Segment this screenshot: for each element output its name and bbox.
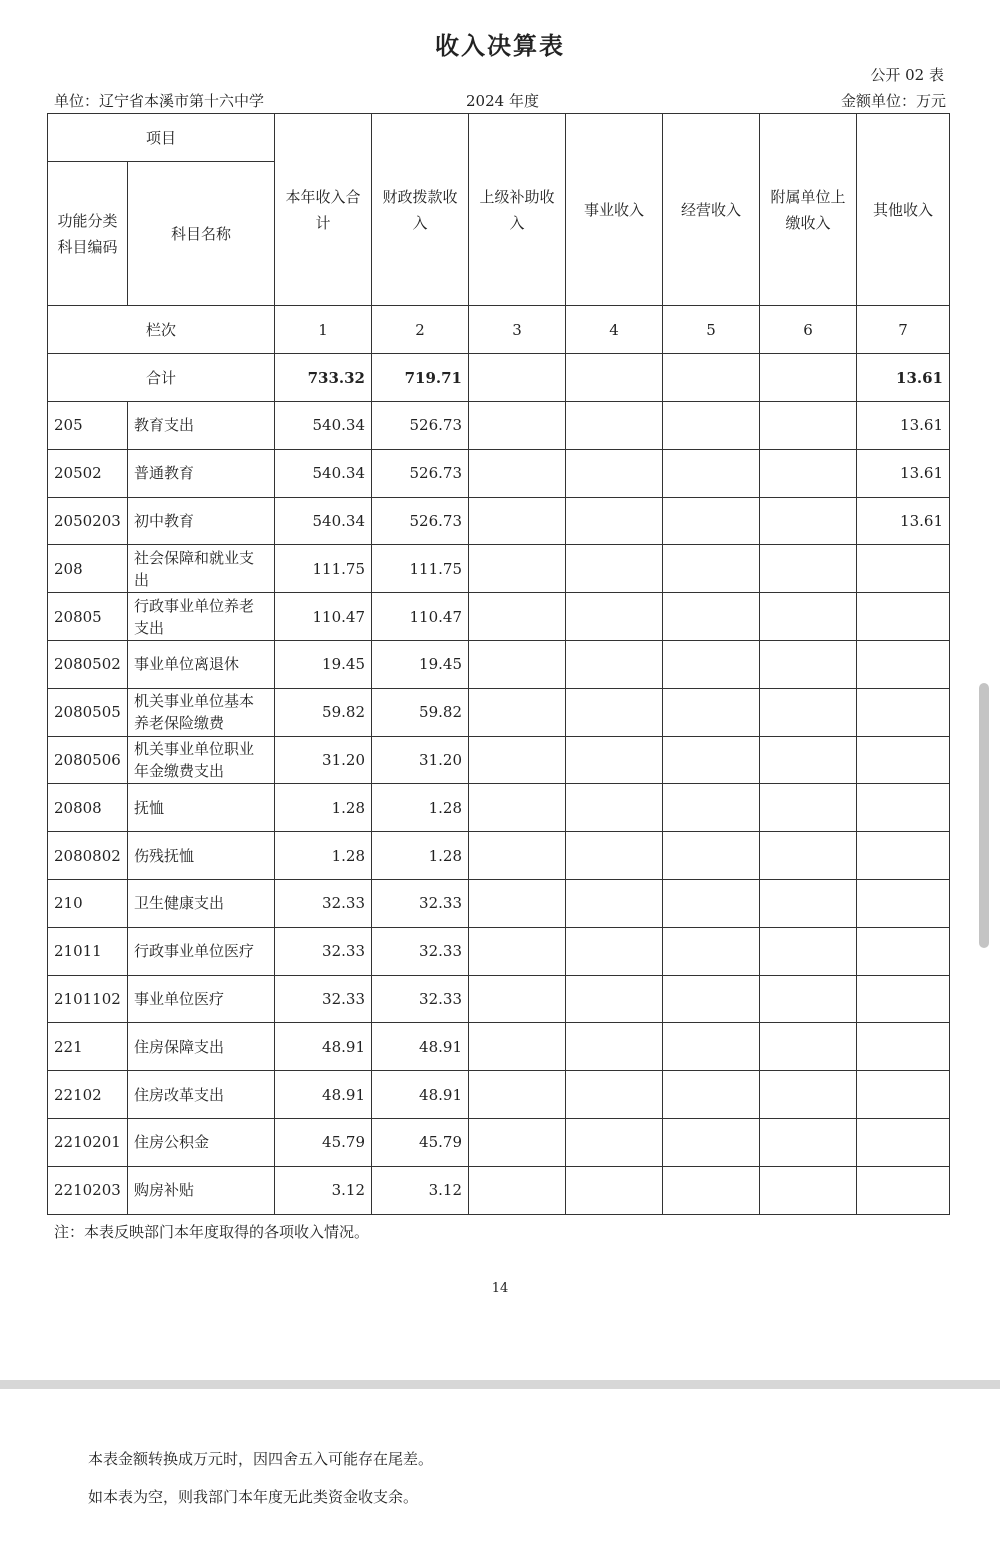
row-value bbox=[760, 736, 857, 784]
row-value bbox=[663, 402, 760, 450]
row-value bbox=[760, 1166, 857, 1214]
row-value bbox=[857, 879, 950, 927]
row-value bbox=[566, 497, 663, 545]
row-name: 事业单位医疗 bbox=[128, 975, 275, 1023]
row-value: 13.61 bbox=[857, 497, 950, 545]
form-number: 公开 02 表 bbox=[870, 66, 944, 84]
row-value: 110.47 bbox=[372, 593, 469, 641]
row-value bbox=[663, 1166, 760, 1214]
row-value bbox=[760, 688, 857, 736]
row-name: 事业单位离退休 bbox=[128, 640, 275, 688]
row-value bbox=[760, 784, 857, 832]
total-value bbox=[663, 354, 760, 402]
row-name: 行政事业单位医疗 bbox=[128, 927, 275, 975]
row-value: 540.34 bbox=[275, 497, 372, 545]
row-value bbox=[469, 545, 566, 593]
row-value bbox=[566, 402, 663, 450]
row-value bbox=[857, 927, 950, 975]
unit-label: 单位：辽宁省本溪市第十六中学 bbox=[54, 92, 265, 110]
row-value bbox=[857, 1071, 950, 1119]
row-code: 221 bbox=[48, 1023, 128, 1071]
income-table bbox=[47, 113, 950, 1215]
row-value bbox=[469, 640, 566, 688]
row-value: 31.20 bbox=[372, 736, 469, 784]
page-divider bbox=[0, 1380, 1000, 1389]
money-unit-label: 金额单位：万元 bbox=[840, 92, 946, 110]
row-value bbox=[760, 545, 857, 593]
table-row bbox=[48, 402, 950, 450]
footnote-rounding: 本表金额转换成万元时，因四舍五入可能存在尾差。 bbox=[88, 1450, 434, 1468]
total-value bbox=[760, 354, 857, 402]
row-value: 48.91 bbox=[275, 1023, 372, 1071]
row-value: 13.61 bbox=[857, 402, 950, 450]
row-value: 48.91 bbox=[372, 1071, 469, 1119]
total-row bbox=[48, 354, 950, 402]
row-value bbox=[566, 688, 663, 736]
row-code: 20808 bbox=[48, 784, 128, 832]
row-value: 111.75 bbox=[275, 545, 372, 593]
row-code: 21011 bbox=[48, 927, 128, 975]
header-row-1 bbox=[48, 114, 950, 162]
row-value: 540.34 bbox=[275, 402, 372, 450]
row-value bbox=[469, 449, 566, 497]
row-value bbox=[566, 832, 663, 880]
row-value bbox=[469, 927, 566, 975]
row-code: 2101102 bbox=[48, 975, 128, 1023]
row-value bbox=[663, 449, 760, 497]
header-col-superior: 上级补助收入 bbox=[469, 114, 566, 306]
row-code: 20805 bbox=[48, 593, 128, 641]
column-number: 6 bbox=[760, 306, 857, 354]
table-row bbox=[48, 688, 950, 736]
row-name: 购房补贴 bbox=[128, 1166, 275, 1214]
row-value: 19.45 bbox=[372, 640, 469, 688]
table-row bbox=[48, 736, 950, 784]
row-value bbox=[469, 593, 566, 641]
row-value bbox=[469, 975, 566, 1023]
column-number-label: 栏次 bbox=[48, 306, 275, 354]
row-name: 普通教育 bbox=[128, 449, 275, 497]
row-name: 住房保障支出 bbox=[128, 1023, 275, 1071]
row-value: 1.28 bbox=[275, 784, 372, 832]
row-code: 2210203 bbox=[48, 1166, 128, 1214]
row-value bbox=[760, 1071, 857, 1119]
row-code: 20502 bbox=[48, 449, 128, 497]
row-value bbox=[566, 975, 663, 1023]
table-row bbox=[48, 1118, 950, 1166]
row-code: 2080502 bbox=[48, 640, 128, 688]
row-value: 45.79 bbox=[275, 1118, 372, 1166]
row-value bbox=[760, 640, 857, 688]
row-value bbox=[760, 497, 857, 545]
row-value bbox=[566, 784, 663, 832]
column-number: 5 bbox=[663, 306, 760, 354]
row-value: 59.82 bbox=[372, 688, 469, 736]
row-value bbox=[857, 784, 950, 832]
row-value bbox=[663, 736, 760, 784]
table-row bbox=[48, 640, 950, 688]
row-value: 32.33 bbox=[275, 927, 372, 975]
row-value: 32.33 bbox=[372, 879, 469, 927]
header-item: 项目 bbox=[48, 114, 275, 162]
scrollbar-thumb[interactable] bbox=[979, 683, 989, 948]
table-row bbox=[48, 1023, 950, 1071]
row-name: 初中教育 bbox=[128, 497, 275, 545]
row-name: 机关事业单位职业年金缴费支出 bbox=[128, 736, 275, 784]
row-value: 1.28 bbox=[372, 784, 469, 832]
row-value bbox=[566, 1071, 663, 1119]
row-name: 教育支出 bbox=[128, 402, 275, 450]
row-code: 2080506 bbox=[48, 736, 128, 784]
total-value: 13.61 bbox=[857, 354, 950, 402]
total-value bbox=[469, 354, 566, 402]
table-row bbox=[48, 545, 950, 593]
row-name: 卫生健康支出 bbox=[128, 879, 275, 927]
header-col-total: 本年收入合计 bbox=[275, 114, 372, 306]
row-value: 48.91 bbox=[275, 1071, 372, 1119]
row-value bbox=[760, 402, 857, 450]
row-name: 住房改革支出 bbox=[128, 1071, 275, 1119]
row-value bbox=[469, 1166, 566, 1214]
row-code: 210 bbox=[48, 879, 128, 927]
row-code: 2050203 bbox=[48, 497, 128, 545]
row-value: 48.91 bbox=[372, 1023, 469, 1071]
row-value bbox=[857, 736, 950, 784]
header-col-business: 事业收入 bbox=[566, 114, 663, 306]
row-value bbox=[857, 545, 950, 593]
row-value: 526.73 bbox=[372, 497, 469, 545]
row-value bbox=[663, 593, 760, 641]
row-value: 526.73 bbox=[372, 402, 469, 450]
row-value: 45.79 bbox=[372, 1118, 469, 1166]
row-value bbox=[760, 593, 857, 641]
row-value bbox=[760, 832, 857, 880]
column-number: 1 bbox=[275, 306, 372, 354]
row-value bbox=[663, 640, 760, 688]
header-col-fiscal: 财政拨款收入 bbox=[372, 114, 469, 306]
table-row bbox=[48, 975, 950, 1023]
page-number: 14 bbox=[491, 1281, 509, 1296]
row-value bbox=[760, 1118, 857, 1166]
column-number: 2 bbox=[372, 306, 469, 354]
row-value: 59.82 bbox=[275, 688, 372, 736]
row-value: 111.75 bbox=[372, 545, 469, 593]
table-row bbox=[48, 449, 950, 497]
row-value bbox=[663, 497, 760, 545]
page-title: 收入决算表 bbox=[435, 32, 565, 60]
row-value: 19.45 bbox=[275, 640, 372, 688]
row-value bbox=[469, 402, 566, 450]
header-name: 科目名称 bbox=[128, 162, 275, 306]
row-value: 3.12 bbox=[372, 1166, 469, 1214]
row-value bbox=[857, 640, 950, 688]
table-row bbox=[48, 1166, 950, 1214]
row-name: 伤残抚恤 bbox=[128, 832, 275, 880]
row-value: 31.20 bbox=[275, 736, 372, 784]
row-name: 住房公积金 bbox=[128, 1118, 275, 1166]
row-name: 行政事业单位养老支出 bbox=[128, 593, 275, 641]
row-value: 32.33 bbox=[372, 927, 469, 975]
table-row bbox=[48, 927, 950, 975]
table-row bbox=[48, 497, 950, 545]
row-code: 205 bbox=[48, 402, 128, 450]
row-value bbox=[857, 832, 950, 880]
meta-row bbox=[54, 90, 946, 110]
row-value bbox=[566, 927, 663, 975]
row-value bbox=[760, 975, 857, 1023]
row-value bbox=[566, 736, 663, 784]
column-number: 4 bbox=[566, 306, 663, 354]
footnote-empty: 如本表为空，则我部门本年度无此类资金收支余。 bbox=[88, 1488, 419, 1506]
row-code: 22102 bbox=[48, 1071, 128, 1119]
column-number-row bbox=[48, 306, 950, 354]
row-value bbox=[663, 927, 760, 975]
row-code: 2210201 bbox=[48, 1118, 128, 1166]
row-value bbox=[760, 1023, 857, 1071]
row-value bbox=[469, 688, 566, 736]
row-value: 32.33 bbox=[275, 975, 372, 1023]
row-value bbox=[566, 593, 663, 641]
total-value: 719.71 bbox=[372, 354, 469, 402]
row-value bbox=[469, 497, 566, 545]
row-value bbox=[760, 927, 857, 975]
row-value bbox=[663, 879, 760, 927]
row-value bbox=[469, 1118, 566, 1166]
row-value bbox=[760, 449, 857, 497]
row-value bbox=[566, 545, 663, 593]
row-value bbox=[469, 832, 566, 880]
column-number: 7 bbox=[857, 306, 950, 354]
row-name: 抚恤 bbox=[128, 784, 275, 832]
row-value: 526.73 bbox=[372, 449, 469, 497]
row-value: 13.61 bbox=[857, 449, 950, 497]
row-value: 32.33 bbox=[372, 975, 469, 1023]
table-row bbox=[48, 593, 950, 641]
year-label: 2024 年度 bbox=[466, 92, 539, 110]
row-value bbox=[469, 784, 566, 832]
row-value: 1.28 bbox=[372, 832, 469, 880]
table-note: 注：本表反映部门本年度取得的各项收入情况。 bbox=[54, 1223, 370, 1241]
row-value bbox=[857, 975, 950, 1023]
row-value bbox=[566, 449, 663, 497]
row-value bbox=[566, 1023, 663, 1071]
table-row bbox=[48, 784, 950, 832]
row-value bbox=[857, 1118, 950, 1166]
row-value bbox=[857, 688, 950, 736]
row-value bbox=[566, 640, 663, 688]
row-value bbox=[663, 784, 760, 832]
row-value bbox=[663, 1023, 760, 1071]
row-value: 1.28 bbox=[275, 832, 372, 880]
row-value bbox=[469, 736, 566, 784]
table-row bbox=[48, 879, 950, 927]
row-value bbox=[663, 1071, 760, 1119]
row-value bbox=[663, 832, 760, 880]
row-value bbox=[469, 1071, 566, 1119]
row-code: 2080802 bbox=[48, 832, 128, 880]
total-value bbox=[566, 354, 663, 402]
row-value: 110.47 bbox=[275, 593, 372, 641]
row-value bbox=[857, 593, 950, 641]
row-value bbox=[663, 688, 760, 736]
row-name: 社会保障和就业支出 bbox=[128, 545, 275, 593]
row-value bbox=[663, 975, 760, 1023]
table-row bbox=[48, 1071, 950, 1119]
row-value bbox=[760, 879, 857, 927]
row-name: 机关事业单位基本养老保险缴费 bbox=[128, 688, 275, 736]
row-value bbox=[663, 545, 760, 593]
row-code: 208 bbox=[48, 545, 128, 593]
row-value: 540.34 bbox=[275, 449, 372, 497]
row-value bbox=[566, 879, 663, 927]
row-value bbox=[469, 879, 566, 927]
row-value bbox=[566, 1118, 663, 1166]
header-col-other: 其他收入 bbox=[857, 114, 950, 306]
row-value bbox=[857, 1166, 950, 1214]
total-label: 合计 bbox=[48, 354, 275, 402]
header-col-affiliated: 附属单位上缴收入 bbox=[760, 114, 857, 306]
table-row bbox=[48, 832, 950, 880]
row-value: 3.12 bbox=[275, 1166, 372, 1214]
row-value bbox=[857, 1023, 950, 1071]
row-value: 32.33 bbox=[275, 879, 372, 927]
data-rows bbox=[48, 402, 950, 1215]
column-number: 3 bbox=[469, 306, 566, 354]
row-value bbox=[469, 1023, 566, 1071]
row-code: 2080505 bbox=[48, 688, 128, 736]
total-value: 733.32 bbox=[275, 354, 372, 402]
header-col-operating: 经营收入 bbox=[663, 114, 760, 306]
row-value bbox=[566, 1166, 663, 1214]
row-value bbox=[663, 1118, 760, 1166]
header-code: 功能分类科目编码 bbox=[48, 162, 128, 306]
